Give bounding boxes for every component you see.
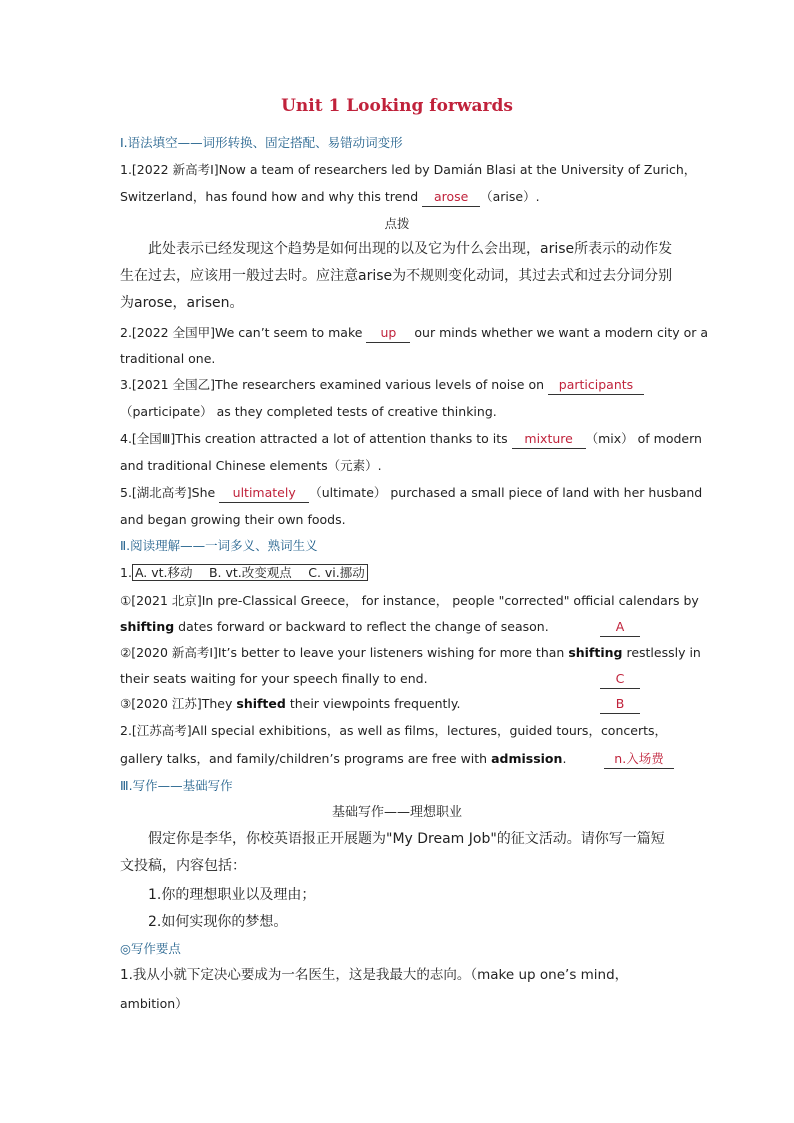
s2-q1-s3-post: their viewpoints frequently. xyxy=(285,696,461,711)
s2-q1-s3-bold: shifted xyxy=(236,696,286,711)
s2-q2-post: . xyxy=(562,751,567,766)
s2-q1-s1-bold: shifting xyxy=(120,619,175,634)
page-title: Unit 1 Looking forwards xyxy=(281,96,513,116)
s2-q1-s1-answer: A xyxy=(600,618,640,637)
s2-q1-s2-line2: their seats waiting for your speech finally to end. xyxy=(120,671,428,686)
writing-subtitle: 基础写作——理想职业 xyxy=(331,805,462,820)
q1-line2 xyxy=(120,188,676,207)
q4-pre: 4.[全国Ⅲ]This creation attracted a lot of attention thanks to its xyxy=(120,431,512,446)
q5-line1 xyxy=(120,484,703,503)
q2-post: our minds whether we want a modern city or a xyxy=(410,325,709,340)
s2-q1-s3-answer: B xyxy=(600,695,640,714)
s2-q1-num: 1. xyxy=(120,565,132,580)
writing-prompt: 假定你是李华，你校英语报正开展题为"My Dream Job"的征文活动。请你写一篇短文投稿，内容包括： xyxy=(120,831,665,874)
q1-pre: Switzerland，has found how and why this trend xyxy=(120,189,423,204)
q2-line1 xyxy=(120,324,709,343)
q5-pre: 5.[湖北高考]She xyxy=(120,485,220,500)
s2-q1-s2-bold: shifting xyxy=(568,645,623,660)
s2-q1-s2-line1 xyxy=(120,644,701,662)
q4-line1 xyxy=(120,430,702,449)
point1-line2: ambition） xyxy=(120,996,188,1011)
q2-answer: up xyxy=(366,324,410,343)
s2-q1-s3-line xyxy=(120,695,676,713)
q5-line2: and began growing their own foods. xyxy=(120,512,346,527)
writing-item1: 1.你的理想职业以及理由； xyxy=(148,887,316,903)
q5-answer: ultimately xyxy=(219,484,309,503)
q1-answer: arose xyxy=(422,188,480,207)
s2-q2-pre: gallery talks，and family/children’s programs are free with xyxy=(120,751,492,766)
s2-q1-s3-pre: ③[2020 江苏]They xyxy=(120,696,237,711)
q3-line2: （participate） as they completed tests of creative thinking. xyxy=(120,404,497,419)
s2-q2-line2 xyxy=(120,750,676,768)
q1-line1: 1.[2022 新高考Ⅰ]Now a team of researchers led by Damián Blasi at the University of Zurich， xyxy=(120,162,697,177)
q5-post: （ultimate） purchased a small piece of land with her husband xyxy=(309,485,703,500)
section2-heading: Ⅱ.阅读理解——一词多义、熟词生义 xyxy=(120,538,318,553)
q4-line2: and traditional Chinese elements（元素）. xyxy=(120,458,382,473)
q3-pre: 3.[2021 全国乙]The researchers examined various levels of noise on xyxy=(120,377,548,392)
s2-q2-bold: admission xyxy=(491,751,563,766)
s2-q1-s1-post: dates forward or backward to reflect the change of season. xyxy=(174,619,549,634)
q3-line1 xyxy=(120,376,676,395)
s2-q1-s2-post: restlessly in xyxy=(622,645,701,660)
tip-title: 点拨 xyxy=(384,216,410,231)
writing-item2: 2.如何实现你的梦想。 xyxy=(148,914,288,930)
s2-q1-options: A. vt.移动 B. vt.改变观点 C. vi.挪动 xyxy=(132,564,368,581)
s2-q2-line1: 2.[江苏高考]All special exhibitions，as well as films，lectures，guided tours，concerts， xyxy=(120,723,667,738)
s2-q1-options-line xyxy=(120,564,676,582)
s2-q1-s1-line1: ①[2021 北京]In pre-Classical Greece， for instance， people "corrected" official calendars by xyxy=(120,593,699,608)
s2-q2-answer: n.入场费 xyxy=(604,750,674,769)
s2-q1-s2-pre: ②[2020 新高考Ⅰ]It’s better to leave your listeners wishing for more than xyxy=(120,645,569,660)
q3-answer: participants xyxy=(548,376,644,395)
point1-line1: 1.我从小就下定决心要成为一名医生，这是我最大的志向。（make up one’s mind， xyxy=(120,967,629,983)
q4-post: （mix） of modern xyxy=(585,431,702,446)
s2-q1-s1-line2 xyxy=(120,618,676,636)
s2-q1-s2-answer: C xyxy=(600,670,640,689)
q4-answer: mixture xyxy=(512,430,586,449)
tip-text: 此处表示已经发现这个趋势是如何出现的以及它为什么会出现，arise所表示的动作发生在过去，应该用一般过去时。应注意arise为不规则变化动词，其过去式和过去分词分别为arose，arisen。 xyxy=(120,241,673,311)
q2-pre: 2.[2022 全国甲]We can’t seem to make xyxy=(120,325,367,340)
section1-heading: Ⅰ.语法填空——词形转换、固定搭配、易错动词变形 xyxy=(120,135,403,150)
q1-post: （arise）. xyxy=(480,189,540,204)
points-heading: ◎写作要点 xyxy=(120,941,181,956)
q2-line2: traditional one. xyxy=(120,351,216,366)
section3-heading: Ⅲ.写作——基础写作 xyxy=(120,778,233,793)
